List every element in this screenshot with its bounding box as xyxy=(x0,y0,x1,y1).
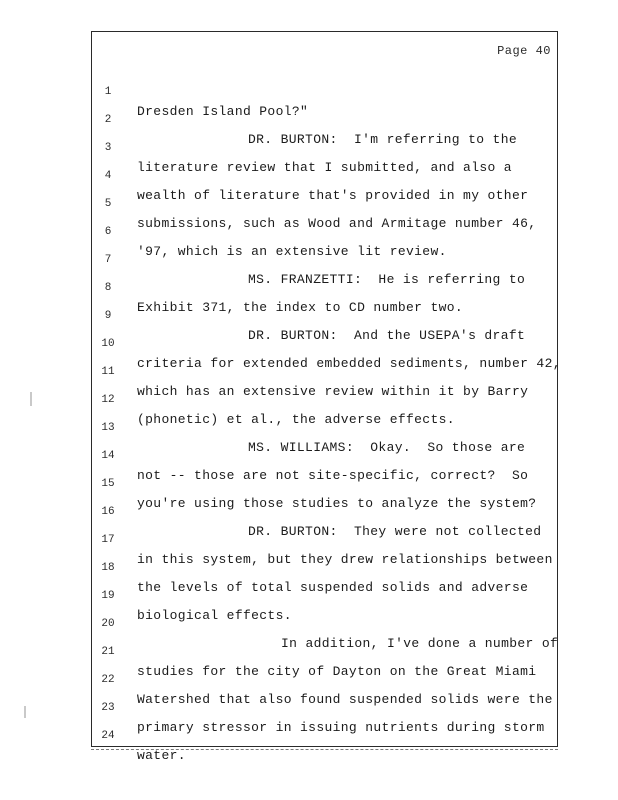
line-text: water. xyxy=(137,748,186,763)
line-number: 11 xyxy=(101,366,115,378)
line-number: 2 xyxy=(104,114,112,126)
line-number: 20 xyxy=(101,618,115,630)
line-number: 13 xyxy=(101,422,115,434)
line-text: you're using those studies to analyze the system? xyxy=(137,496,537,511)
line-number: 18 xyxy=(101,562,115,574)
line-number: 9 xyxy=(104,310,112,322)
line-text: '97, which is an extensive lit review. xyxy=(137,244,447,259)
line-number: 14 xyxy=(101,450,115,462)
transcript-line xyxy=(0,62,618,119)
line-text: submissions, such as Wood and Armitage number 46, xyxy=(137,216,537,231)
line-number: 23 xyxy=(101,702,115,714)
scan-artifact xyxy=(30,392,32,406)
line-text: DR. BURTON: They were not collected xyxy=(248,524,542,539)
line-text: DR. BURTON: And the USEPA's draft xyxy=(248,328,526,343)
line-text: not -- those are not site-specific, correct? So xyxy=(137,468,529,483)
line-number: 17 xyxy=(101,534,115,546)
line-text: (phonetic) et al., the adverse effects. xyxy=(137,412,455,427)
line-text: literature review that I submitted, and also a xyxy=(137,160,512,175)
line-text: studies for the city of Dayton on the Great Miami xyxy=(137,664,537,679)
line-text: criteria for extended embedded sediments, number 42, xyxy=(137,356,561,371)
line-number: 1 xyxy=(104,86,112,98)
line-number: 5 xyxy=(104,198,112,210)
line-text: MS. FRANZETTI: He is referring to xyxy=(248,272,526,287)
line-number: 3 xyxy=(104,142,112,154)
line-number: 16 xyxy=(101,506,115,518)
scan-bottom-rule xyxy=(91,749,558,750)
line-text: which has an extensive review within it by Barry xyxy=(137,384,529,399)
line-number: 22 xyxy=(101,674,115,686)
line-text: biological effects. xyxy=(137,608,292,623)
line-text: DR. BURTON: I'm referring to the xyxy=(248,132,517,147)
line-text: Watershed that also found suspended solids were the xyxy=(137,692,553,707)
line-number: 10 xyxy=(101,338,115,350)
line-number: 4 xyxy=(104,170,112,182)
line-text: Dresden Island Pool?" xyxy=(137,104,309,119)
line-text: MS. WILLIAMS: Okay. So those are xyxy=(248,440,526,455)
line-text: In addition, I've done a number of xyxy=(281,636,559,651)
line-number: 15 xyxy=(101,478,115,490)
line-text: Exhibit 371, the index to CD number two. xyxy=(137,300,464,315)
line-text: the levels of total suspended solids and adverse xyxy=(137,580,529,595)
line-number: 21 xyxy=(101,646,115,658)
line-number: 7 xyxy=(104,254,112,266)
line-number: 8 xyxy=(104,282,112,294)
line-text: wealth of literature that's provided in my other xyxy=(137,188,529,203)
line-text: primary stressor in issuing nutrients during storm xyxy=(137,720,545,735)
scan-artifact xyxy=(24,706,26,718)
line-number: 12 xyxy=(101,394,115,406)
line-number: 24 xyxy=(101,730,115,742)
page-number: Page 40 xyxy=(497,44,551,58)
line-text: in this system, but they drew relationships between xyxy=(137,552,553,567)
line-number: 6 xyxy=(104,226,112,238)
line-number: 19 xyxy=(101,590,115,602)
